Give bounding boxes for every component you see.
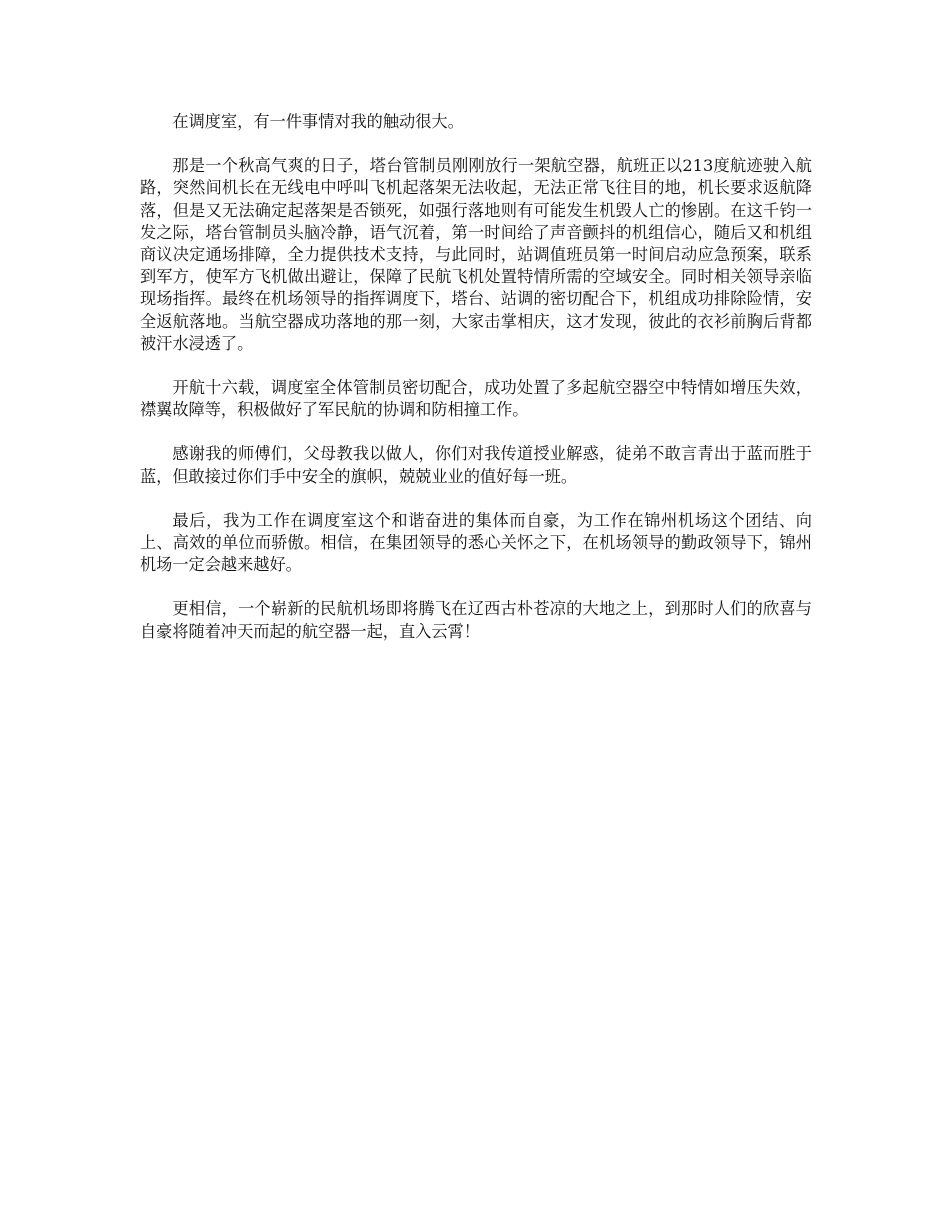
document-body [140,111,812,665]
paragraph-1: 在调度室，有一件事情对我的触动很大。 [172,112,464,131]
paragraph-2: 那是一个秋高气爽的日子，塔台管制员刚刚放行一架航空器，航班正以213度航迹驶入航路，突然间机长在无线电中呼叫飞机起落架无法收起，无法正常飞往目的地，机长要求返航降落，但是又无法确定起落架是否锁死，如强行落地则有可能发生机毁人亡的惨剧。在这千钧一发之际，塔台管制员头脑冷静，语气沉着，第一时间给了声音颤抖的机组信心，随后又和机组商议决定通场排障，全力提供技术支持，与此同时，站调值班员第一时间启动应急预案，联系到军方，使军方飞机做出避让，保障了民航飞机处置特情所需的空域安全。同时相关领导亲临现场指挥。最终在机场领导的指挥调度下，塔台、站调的密切配合下，机组成功排除险情，安全返航落地。当航空器成功落地的那一刻，大家击掌相庆，这才发现，彼此的衣衫前胸后背都被汗水浸透了。 [140,156,812,353]
paragraph-3: 开航十六载，调度室全体管制员密切配合，成功处置了多起航空器空中特情如增压失效，襟翼故障等，积极做好了军民航的协调和防相撞工作。 [140,378,812,420]
paragraph-6: 更相信，一个崭新的民航机场即将腾飞在辽西古朴苍凉的大地之上，到那时人们的欣喜与自豪将随着冲天而起的航空器一起，直入云霄！ [140,599,812,641]
paragraph-4: 感谢我的师傅们，父母教我以做人，你们对我传道授业解惑，徒弟不敢言青出于蓝而胜于蓝，但敢接过你们手中安全的旗帜，兢兢业业的值好每一班。 [140,444,812,486]
paragraph-5: 最后，我为工作在调度室这个和谐奋进的集体而自豪，为工作在锦州机场这个团结、向上、高效的单位而骄傲。相信，在集团领导的悉心关怀之下，在机场领导的勤政领导下，锦州机场一定会越来越好。 [140,510,812,575]
